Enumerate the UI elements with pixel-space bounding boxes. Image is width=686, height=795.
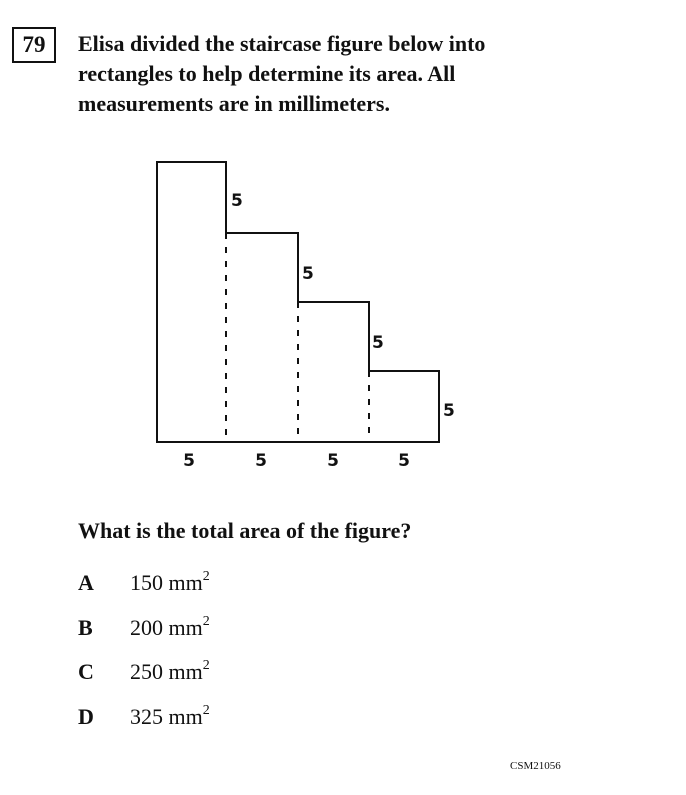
choice-value: 250 $mm^2$: [130, 657, 210, 684]
choice-value: 325 $mm^2$: [130, 702, 210, 729]
question-prompt: What is the total area of the figure?: [78, 518, 412, 543]
choice-letter: A: [78, 570, 94, 595]
question-number: 79: [12, 27, 56, 63]
choice-letter: B: [78, 615, 93, 640]
item-code: CSM21056: [510, 760, 561, 772]
height-label-step-2: 5: [302, 264, 314, 284]
width-label-step-2: 5: [255, 451, 267, 471]
height-label-step-4: 5: [443, 401, 455, 421]
choice-letter: D: [78, 704, 94, 729]
height-label-step-1: 5: [231, 191, 243, 211]
width-label-step-4: 5: [398, 451, 410, 471]
stem-line-2: rectangles to help determine its area. All: [78, 61, 456, 86]
stem-line-1: Elisa divided the staircase figure below into: [78, 31, 486, 56]
choice-letter: C: [78, 659, 94, 684]
width-label-step-1: 5: [183, 451, 195, 471]
stem-line-3: measurements are in millimeters.: [78, 91, 390, 116]
width-label-step-3: 5: [327, 451, 339, 471]
height-label-step-3: 5: [372, 333, 384, 353]
choice-value: 200 $mm^2$: [130, 613, 210, 640]
choice-value: 150 $mm^2$: [130, 568, 210, 595]
